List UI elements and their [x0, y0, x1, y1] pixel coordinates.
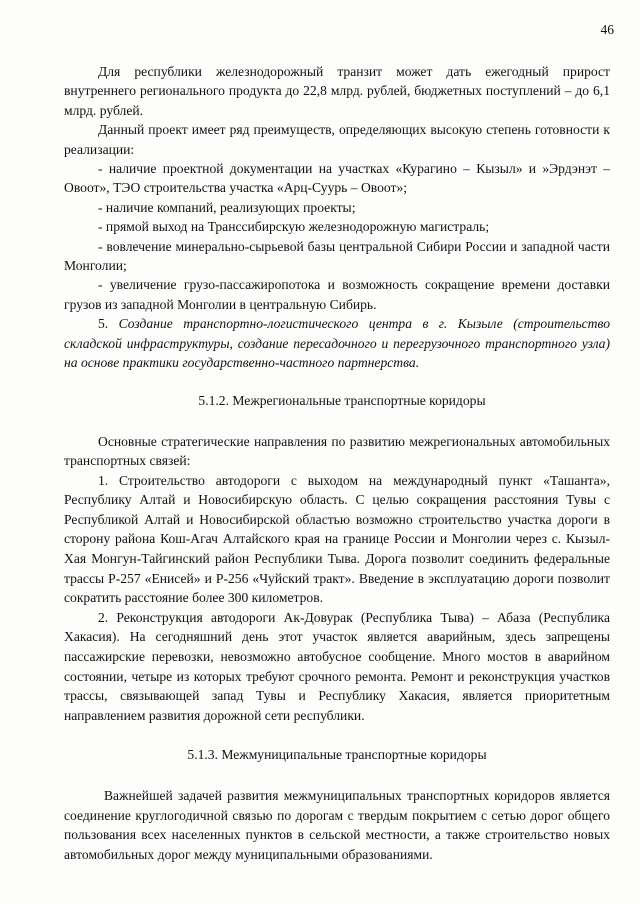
paragraph-logistics-center — [64, 314, 610, 372]
paragraph-number: 5. — [98, 316, 119, 332]
list-item: - прямой выход на Транссибирскую железнодорожную магистраль; — [98, 219, 490, 235]
interregional-block — [64, 432, 610, 726]
paragraph-road-tashanta: 1. Строительство автодороги с выходом на международный пункт «Ташанта», Республику Алтай и Новосибирскую область. С целью сокращения расстояния Тувы с Республикой Алтай и Новосибирской областью возможно строительство участка дороги в сторону района Кош-Агач Алтайского края на границе России и Монголии через с. Кызыл-Хая Монгун-Тайгинский район Республики Тыва. Дорога позволит соединить федеральные трассы Р-257 «Енисей» и Р-256 «Чуйский тракт». Введение в эксплуатацию дороги позволит сократить расстояние более 300 километров. — [64, 472, 610, 606]
paragraph-road-ak-dovurak: 2. Реконструкция автодороги Ак-Довурак (Республика Тыва) – Абаза (Республика Хакасия). На сегодняшний день этот участок является аварийным, здесь запрещены пассажирские перевозки, невозможно автобусное сообщение. Много мостов в аварийном состоянии, четыре из которых требуют срочного ремонта. Ремонт и реконструкция участков трассы, связывающей запад Тувы и Республику Хакасия, является приоритетным направлением развития дорожной сети республики. — [64, 609, 610, 723]
section-heading-wrapper — [64, 745, 610, 764]
section-heading-wrapper — [64, 391, 610, 410]
paragraph-project-advantages: Данный проект имеет ряд преимуществ, определяющих высокую степень готовности к реализации: — [64, 122, 610, 157]
italic-text: Создание транспортно-логистического центра в г. Кызыле (строительство складской инфраструктуры, создание пересадочного и перегрузочного транспортного узла) на основе практики государственно-частного партнерства. — [64, 316, 611, 371]
paragraph-transit-income: Для республики железнодорожный транзит может дать ежегодный прирост внутреннего регионального продукта до 22,8 млрд. рублей, бюджетных поступлений – до 6,1 млрд. рублей. — [64, 64, 610, 118]
page-number: 46 — [600, 22, 614, 37]
railway-transit-block — [64, 62, 610, 373]
list-item: - увеличение грузо-пассажиропотока и возможность сокращение времени доставки грузов из западной Монголии в центральную Сибирь. — [64, 277, 610, 312]
paragraph-intermunicipal-task: Важнейшей задачей развития межмуниципальных транспортных коридоров является соединение круглогодичной связью по дорогам с твердым покрытием с сетью дорог общего пользования всех населенных пунктов в сельской местности, а также строительство новых автомобильных дорог между муниципальными образованиями. — [64, 788, 610, 862]
section-heading-5-1-2: 5.1.2. Межрегиональные транспортные коридоры — [198, 392, 486, 408]
list-item: - наличие компаний, реализующих проекты; — [98, 199, 356, 215]
intermunicipal-block — [64, 786, 610, 864]
paragraph-strategic-directions: Основные стратегические направления по развитию межрегиональных автомобильных транспортных связей: — [64, 433, 610, 469]
page-content — [64, 62, 610, 864]
list-item: - вовлечение минерально-сырьевой базы центральной Сибири России и западной части Монголии; — [64, 238, 610, 274]
list-item: - наличие проектной документации на участках «Курагино – Кызыл» и »Эрдэнэт – Овоот», ТЭО строительства участка «Арц-Суурь – Овоот»; — [64, 161, 610, 196]
section-heading-5-1-3: 5.1.3. Межмуниципальные транспортные коридоры — [187, 747, 487, 763]
